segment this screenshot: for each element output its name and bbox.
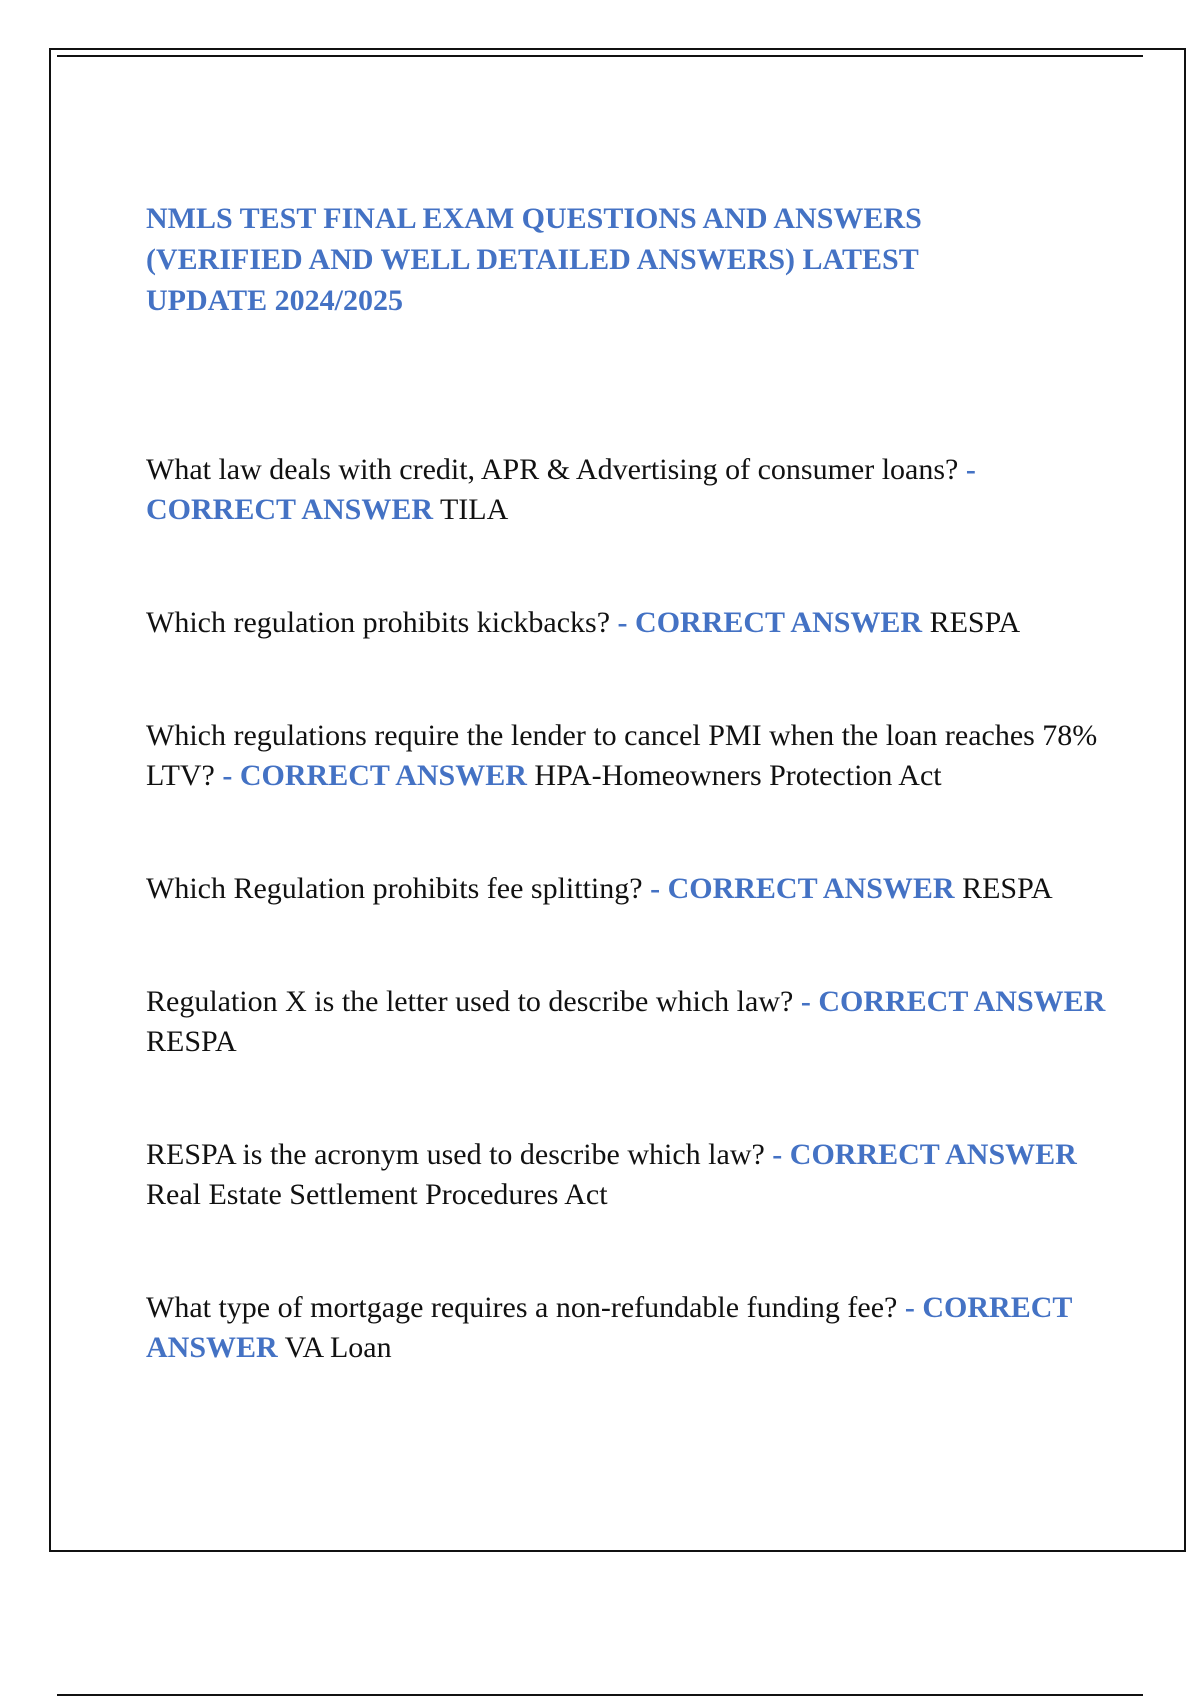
correct-answer-label: CORRECT ANSWER (239, 759, 527, 792)
answer-text: VA Loan (284, 1331, 392, 1364)
answer-separator: - (965, 453, 976, 486)
answer-separator: - (800, 985, 819, 1018)
correct-answer-label: CORRECT ANSWER (146, 1291, 1072, 1364)
qa-list (146, 450, 1106, 1368)
correct-answer-label: CORRECT ANSWER (667, 872, 955, 905)
question-text: What law deals with credit, APR & Advertising of consumer loans? (146, 453, 959, 486)
qa-item (146, 450, 1106, 530)
document-title: NMLS TEST FINAL EXAM QUESTIONS AND ANSWERS (VERIFIED AND WELL DETAILED ANSWERS) LATEST UPDATE 2024/2025 (146, 202, 922, 317)
correct-answer-label: CORRECT ANSWER (789, 1138, 1077, 1171)
question-text: Which Regulation prohibits fee splitting? (146, 872, 643, 905)
qa-item (146, 982, 1106, 1062)
answer-separator: - (650, 872, 668, 905)
answer-text: RESPA (146, 1025, 237, 1058)
qa-item (146, 1135, 1106, 1215)
answer-text: HPA-Homeowners Protection Act (534, 759, 942, 792)
question-text: What type of mortgage requires a non-refundable funding fee? (146, 1291, 898, 1324)
correct-answer-label: CORRECT ANSWER (146, 493, 434, 526)
answer-separator: - (772, 1138, 790, 1171)
qa-item (146, 1288, 1106, 1368)
answer-separator: - (904, 1291, 923, 1324)
answer-text: RESPA (962, 872, 1053, 905)
answer-text: Real Estate Settlement Procedures Act (146, 1178, 608, 1211)
answer-text: TILA (439, 493, 509, 526)
answer-separator: - (222, 759, 240, 792)
bottom-rule (57, 1694, 1143, 1696)
qa-item (146, 603, 1106, 643)
top-rule (57, 55, 1143, 57)
answer-separator: - (617, 606, 636, 639)
question-text: Which regulation prohibits kickbacks? (146, 606, 611, 639)
answer-text: RESPA (929, 606, 1021, 639)
question-text: Regulation X is the letter used to describe which law? (146, 985, 794, 1018)
question-text: RESPA is the acronym used to describe which law? (146, 1138, 765, 1171)
correct-answer-label: CORRECT ANSWER (818, 985, 1106, 1018)
correct-answer-label: CORRECT ANSWER (635, 606, 923, 639)
qa-item (146, 869, 1106, 909)
question-text: Which regulations require the lender to cancel PMI when the loan reaches 78% LTV? (146, 719, 1098, 792)
qa-item (146, 716, 1106, 796)
